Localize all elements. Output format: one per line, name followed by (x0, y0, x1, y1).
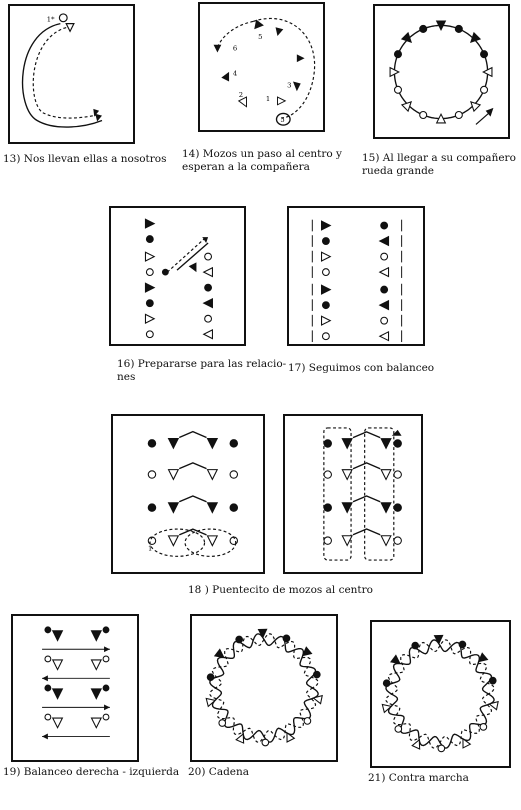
bridge-arc (353, 496, 380, 502)
figure-19-panel (11, 614, 139, 762)
woman-circle (103, 685, 109, 691)
woman-circle (394, 51, 401, 58)
figure-21-panel (370, 620, 511, 768)
bridge-arc (179, 432, 206, 438)
woman-circle (412, 642, 419, 649)
woman-circle (480, 724, 487, 731)
left-column (145, 219, 154, 337)
woman-circle (481, 86, 488, 93)
wave-path-dashed (386, 640, 494, 748)
woman-circle (205, 315, 212, 322)
woman-circle (324, 504, 331, 511)
man-triangle (380, 237, 389, 246)
man-triangle (53, 689, 63, 699)
man-triangle (207, 536, 217, 546)
woman-circle (205, 284, 212, 291)
man-4 (221, 72, 229, 82)
mark-1-star: 1* (46, 15, 55, 24)
woman-circle (420, 112, 427, 119)
woman-circle (45, 714, 51, 720)
woman-circle (323, 238, 330, 245)
figure-20-panel (190, 614, 338, 762)
wave-path (386, 640, 494, 748)
woman-circle (324, 440, 331, 447)
bridge-rows (324, 432, 401, 546)
figure-18b-diagram (285, 416, 421, 572)
figure-20-diagram (192, 616, 336, 760)
dancer-ring (382, 635, 498, 751)
woman-circle (323, 302, 330, 309)
woman-circle (236, 636, 243, 643)
num-3: 3 (287, 81, 292, 90)
man-triangle (91, 718, 101, 728)
woman-circle (381, 286, 388, 293)
bridge-arc (179, 496, 206, 502)
woman-circle (103, 656, 109, 662)
woman-circle (381, 222, 388, 229)
man-triangle (381, 503, 391, 513)
inner-arc-path (33, 28, 99, 119)
man-triangle (380, 332, 389, 341)
man-triangle (204, 268, 213, 277)
caption-15 (362, 152, 516, 178)
figure-18b-panel (283, 414, 423, 574)
woman-circle (395, 726, 402, 733)
dancer-ring (206, 629, 322, 745)
man-triangle (145, 252, 154, 261)
woman-circle (381, 317, 388, 324)
woman-circle (394, 440, 401, 447)
man-triangle (145, 283, 154, 292)
woman-circle (383, 680, 390, 687)
woman-circle (394, 504, 401, 511)
figure-14-panel (198, 2, 325, 132)
figure-16-panel (109, 206, 246, 346)
countermarch-path (386, 640, 494, 748)
woman-circle (45, 656, 51, 662)
woman-circle (205, 253, 212, 260)
chain-path (210, 634, 318, 742)
loop-right (365, 428, 394, 560)
man-triangle (322, 221, 331, 230)
caption-16 (117, 358, 286, 384)
num-2: 2 (238, 91, 244, 100)
woman-circle (489, 677, 496, 684)
man-3 (297, 54, 305, 62)
woman-circle (103, 714, 109, 720)
woman-circle (148, 440, 155, 447)
man-triangle (322, 316, 331, 325)
caption-19: 19) Balanceo derecha - izquierda (3, 766, 180, 778)
num-1: 1 (265, 94, 271, 103)
figure-18a-panel (111, 414, 265, 574)
balance-rows (42, 627, 110, 739)
caption-14 (182, 148, 342, 174)
woman-circle (481, 51, 488, 58)
man-triangle (236, 732, 247, 743)
bridge-arc (353, 432, 380, 438)
woman-circle (283, 635, 290, 642)
woman-circle (438, 745, 445, 752)
bridge-arc (179, 463, 206, 469)
woman-circle (455, 112, 462, 119)
num-5-start: 5 (280, 116, 285, 125)
woman-circle (394, 537, 401, 544)
woman-circle (455, 25, 462, 32)
arrow-head (104, 646, 110, 652)
man-triangle (53, 660, 63, 670)
woman-circle (324, 471, 331, 478)
woman-circle (323, 269, 330, 276)
figure-14-diagram (200, 4, 323, 130)
start-number: 1 (148, 544, 153, 553)
figure-17-diagram (289, 208, 423, 344)
man-triangle (322, 252, 331, 261)
woman-circle (146, 300, 153, 307)
man-triangle (204, 299, 213, 308)
woman-circle (219, 720, 226, 727)
num-6: 6 (232, 44, 238, 53)
man-triangle (169, 470, 179, 480)
woman-circle (59, 14, 67, 22)
woman-circle (148, 504, 155, 511)
moving-woman (162, 269, 169, 276)
man-triangle (322, 285, 331, 294)
man-triangle (207, 438, 217, 448)
man-triangle (145, 314, 154, 323)
wave-path-dashed (210, 634, 318, 742)
figure-18a-diagram (113, 416, 263, 572)
figure-15-panel (373, 4, 510, 139)
woman-circle (146, 331, 153, 338)
woman-circle (394, 471, 401, 478)
caption-20: 20) Cadena (188, 766, 250, 778)
man-2 (276, 27, 284, 36)
woman-circle (230, 471, 237, 478)
arrow-head (42, 675, 48, 681)
man-triangle (91, 660, 101, 670)
arrow-head (42, 734, 48, 740)
woman-circle (381, 253, 388, 260)
caption-15-line-1: 15) Al llegar a su compañero (362, 152, 516, 164)
circle-dashed-path (253, 18, 314, 118)
woman-circle (103, 627, 109, 633)
man-triangle (207, 503, 217, 513)
caption-17: 17) Seguimos con balanceo (288, 362, 435, 374)
woman-circle (45, 627, 51, 633)
man-triangle (53, 631, 63, 641)
man-triangle (207, 470, 217, 480)
woman-circle (230, 504, 237, 511)
outer-arc-path (23, 24, 102, 127)
woman-circle (148, 471, 155, 478)
man-triangle (169, 503, 179, 513)
bridge-arc (353, 463, 380, 469)
man-triangle (169, 438, 179, 448)
caption-14-line-2: esperan a la compañera (182, 161, 310, 173)
woman-circle (146, 236, 153, 243)
caption-14-line-1: 14) Mozos un paso al centro y (182, 148, 342, 160)
caption-16-line-2: nes (117, 371, 136, 383)
woman-triangle-2 (277, 97, 285, 105)
man-5 (293, 82, 301, 92)
figure-21-diagram (372, 622, 509, 766)
caption-13: 13) Nos llevan ellas a nosotros (3, 153, 167, 165)
woman-circle (207, 674, 214, 681)
diagonal-dashed (167, 237, 206, 272)
woman-circle (230, 440, 237, 447)
man-triangle (169, 536, 179, 546)
man-triangle (204, 330, 213, 339)
woman-circle (146, 269, 153, 276)
man-triangle (380, 268, 389, 277)
wave-path (210, 634, 318, 742)
man-triangle (145, 219, 154, 228)
figure-16-diagram (111, 208, 244, 344)
figure-13-diagram (10, 6, 133, 142)
man-triangle (91, 689, 101, 699)
caption-18: 18 ) Puentecito de mozos al centro (188, 584, 373, 596)
right-column (204, 253, 213, 338)
woman-circle (304, 718, 311, 725)
figure-13-panel (8, 4, 135, 144)
loop-left (150, 529, 205, 556)
woman-circle (459, 641, 466, 648)
caption-16-line-1: 16) Prepararse para las relacio- (117, 358, 287, 370)
figure-17-panel (287, 206, 425, 346)
moving-man (189, 262, 197, 272)
man-triangle (53, 718, 63, 728)
man-triangle (380, 301, 389, 310)
arrow-head (214, 45, 222, 53)
man-triangle (412, 738, 423, 749)
woman-circle (394, 86, 401, 93)
caption-21: 21) Contra marcha (368, 772, 469, 784)
man-triangle (342, 439, 352, 449)
figure-19-diagram (13, 616, 137, 760)
num-5: 5 (258, 32, 263, 41)
woman-circle (314, 671, 321, 678)
man-triangle (91, 631, 101, 641)
woman-circle (262, 739, 269, 746)
left-column (312, 220, 330, 342)
woman-circle (45, 685, 51, 691)
man-triangle (381, 470, 391, 480)
figure-15-diagram (375, 6, 508, 137)
man-triangle (381, 439, 391, 449)
man-triangle (342, 503, 352, 513)
bridge-arc (353, 529, 380, 535)
right-column (380, 220, 402, 342)
man-triangle (381, 536, 391, 546)
woman-circle (324, 537, 331, 544)
dancer-ring (390, 21, 492, 123)
arrow-head (104, 704, 110, 710)
woman-circle (420, 25, 427, 32)
bridge-rows (148, 432, 237, 546)
woman-circle (323, 333, 330, 340)
num-4: 4 (232, 69, 238, 78)
man-triangle (66, 24, 74, 32)
caption-15-line-2: rueda grande (362, 165, 435, 177)
